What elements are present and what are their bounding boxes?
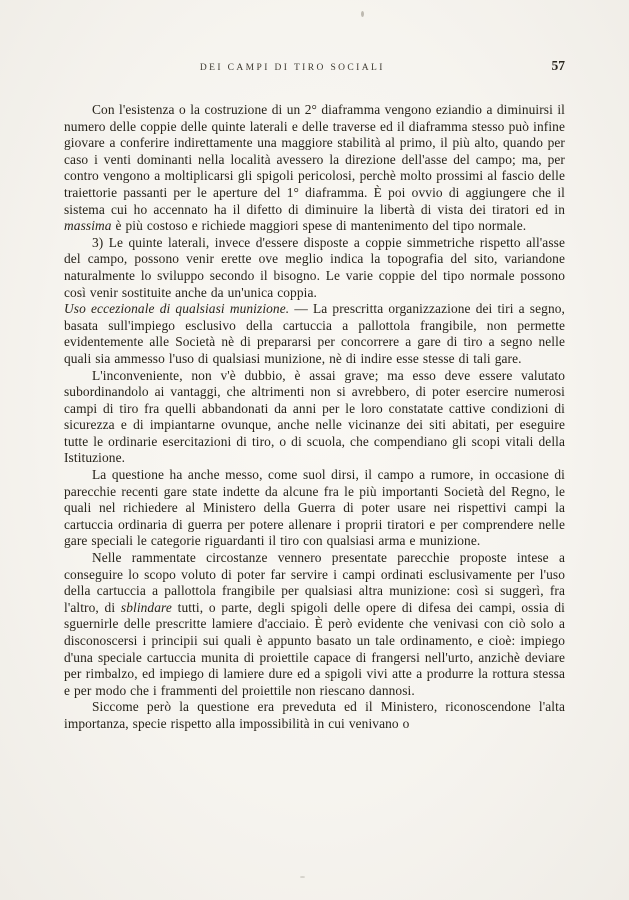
text-run: — La prescritta organizzazione dei tiri a segno, basata sull'impiego esclusivo della cartuccia a pallottola frangibile, non permette evidentemente alle Società nè di prepararsi per concorrere a gare di tiro a segno nelle quali sia ammesso l'uso di qualsiasi munizione, nè di indire esse stesse di tali gare.: [64, 301, 565, 366]
italic-run-section-title: Uso eccezionale di qualsiasi munizione.: [64, 301, 290, 317]
paragraph-7: [64, 699, 565, 732]
paragraph-2: [64, 235, 565, 301]
text-run: Siccome però la questione era preveduta ed il Ministero, riconoscendone l'alta importanza, specie rispetto alla impossibilità in cui venivano o: [64, 699, 565, 731]
running-title: DEI CAMPI DI TIRO SOCIALI: [199, 63, 385, 73]
paragraph-1: [64, 102, 565, 235]
paragraph-3: [64, 301, 565, 367]
paragraph-6: [64, 550, 565, 699]
scan-artifact: [361, 11, 364, 17]
page-number: 57: [551, 58, 565, 73]
page-header: [64, 60, 565, 78]
italic-run: sblindare: [120, 599, 172, 615]
text-block: [64, 102, 565, 733]
italic-run: massima: [64, 218, 112, 234]
text-run: L'inconveniente, non v'è dubbio, è assai grave; ma esso deve essere valutato subordinandolo ai vantaggi, che altrimenti non si avrebbero, di poter esercire numerosi campi di tiro fra quelli abbandonati da anni per le loro constatate cattive condizioni di sicurezza e di impiantarne ovunque, anche nelle vicinanze dei siti abitati, per eseguire tutte le ordinarie esercitazioni di tiro, o di scuola, che compendiano gli scopi vitali della Istituzione.: [64, 367, 565, 466]
paragraph-5: [64, 467, 565, 550]
paragraph-4: [64, 368, 565, 468]
text-run: La questione ha anche messo, come suol dirsi, il campo a rumore, in occasione di parecchie recenti gare state indette da alcune fra le più importanti Società del Regno, le quali nel richiedere al Ministero della Guerra di poter usare nei rispettivi campi la cartuccia ordinaria di guerra per potere allenare i proprii tiratori e per comprendere nelle gare speciali le categorie riguardanti il tiro con qualsiasi arma e munizione.: [64, 467, 565, 549]
scan-artifact: [300, 876, 305, 878]
text-run: 3) Le quinte laterali, invece d'essere disposte a coppie simmetriche rispetto all'asse del campo, possono venir erette ove meglio indica la topografia del sito, variandone naturalmente lo sviluppo secondo il bisogno. Le varie coppie del tipo normale possono così venir sostituite anche da un'unica coppia.: [64, 234, 565, 300]
text-run: Nelle rammentate circostanze vennero presentate parecchie proposte intese a conseguire lo scopo voluto di poter far servire i campi ordinati esclusivamente per l'uso della cartuccia a pallottola frangibile per qualsiasi altra munizione: così si suggerì, fra l'altro, di: [64, 550, 565, 615]
text-run: è più costoso e richiede maggiori spese di mantenimento del tipo normale.: [111, 218, 527, 234]
text-run: Con l'esistenza o la costruzione di un 2° diaframma vengono eziandio a diminuirsi il numero delle coppie delle quinte laterali e delle traverse ed il diaframma stesso può infine giovare a conferire indirettamente una maggiore stabilità al primo, il più alto, quando per caso i venti dominanti nella località avessero la direzione dell'asse del campo; ma, per contro vengono a moltiplicarsi gli spigoli pericolosi, perchè molto prossimi al fascio delle traiettorie passanti per le aperture del 1° diaframma. È poi ovvio di aggiungere che il sistema cui ho accennato ha il difetto di diminuire la libertà di vista dei tiratori ed in: [64, 102, 565, 217]
text-run: tutti, o parte, degli spigoli delle opere di difesa dei campi, ossia di sguernirle delle prescritte lamiere d'acciaio. È però evidente che venivasi con ciò solo a disconoscersi i principii sui quali è appunto basato un tale ordinamento, e cioè: impiego d'una speciale cartuccia munita di proiettile capace di frangersi nell'urto, anzichè deviare per rimbalzo, ed impiego di lamiere dure ed a spigoli vivi atte a produrre la rottura stessa e per modo che i frammenti del proiettile non riescano dannosi.: [64, 599, 565, 698]
